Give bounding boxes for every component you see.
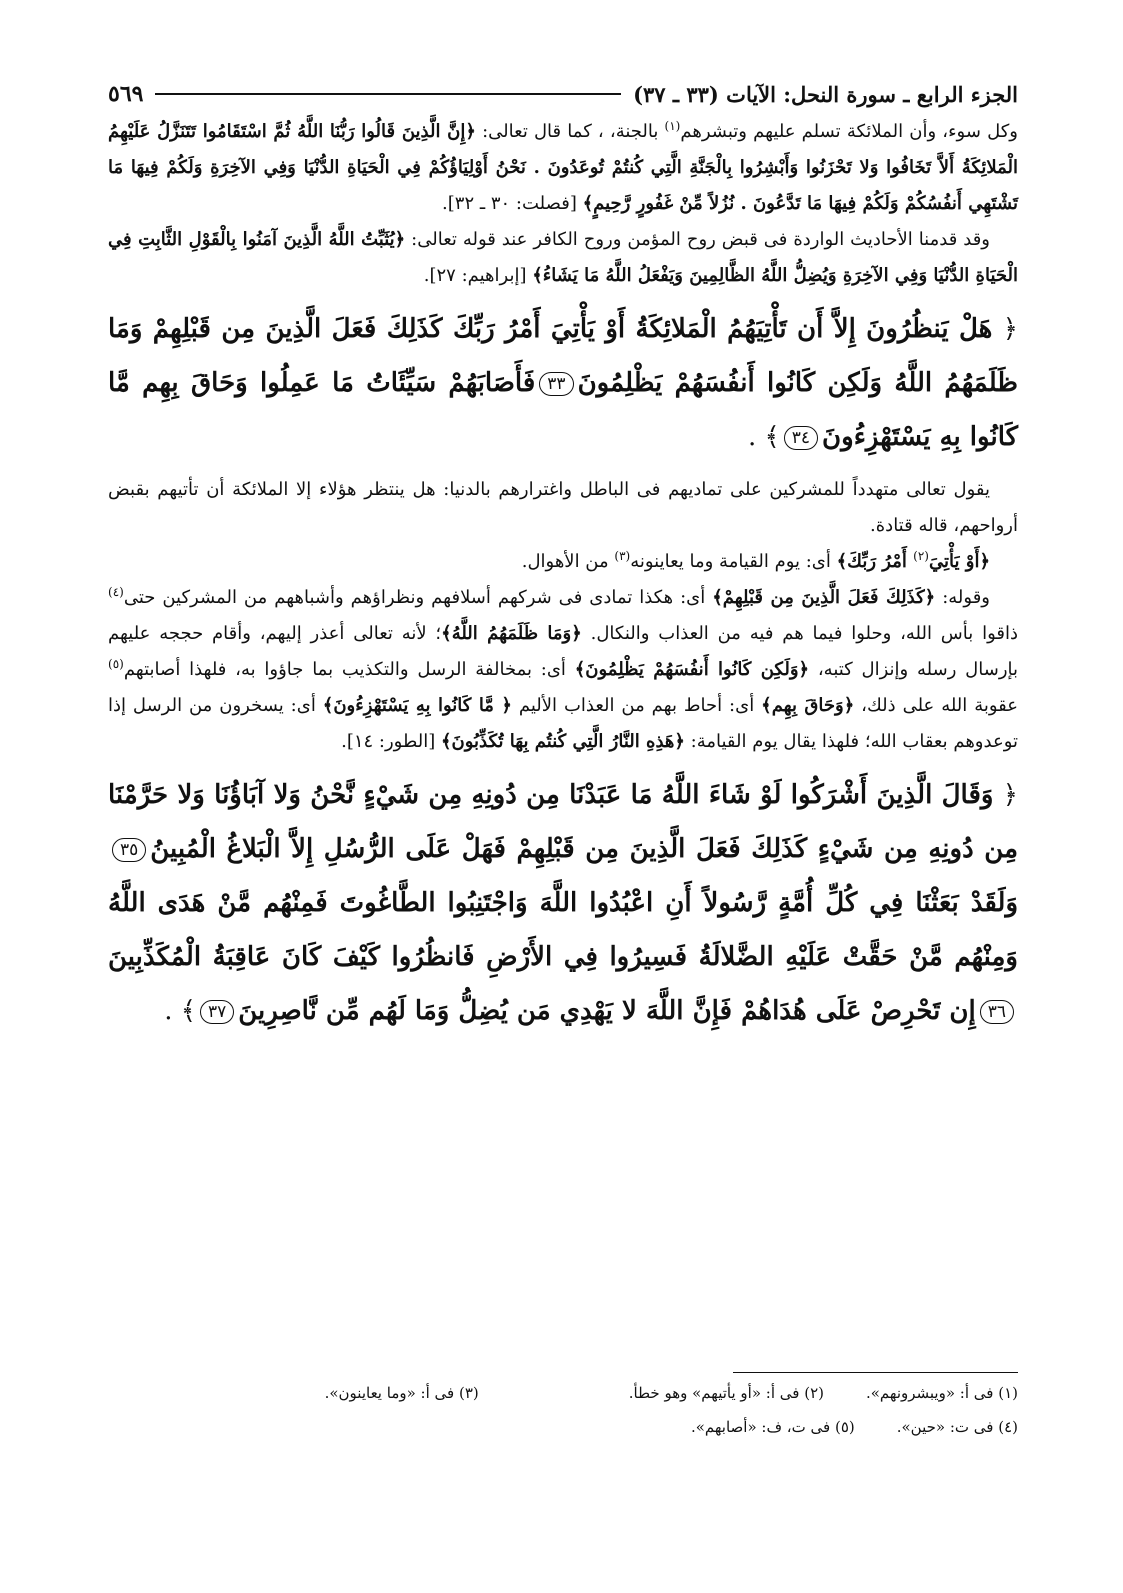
page-body — [108, 74, 1018, 1046]
footnote-ref-2: (٢) — [913, 549, 929, 563]
page-number: ٥٦٩ — [108, 81, 144, 107]
para1-text-2: بالجنة، ، كما قال تعالى: — [475, 121, 665, 142]
footnote-rule — [733, 1372, 1018, 1373]
para5-quote-2: ﴿وَمَا ظَلَمَهُمُ اللَّهُ﴾ — [441, 623, 582, 644]
verse2-close-bracket: ﴾ . — [164, 996, 196, 1026]
verse-34-text: فَأَصَابَهُمْ سَيِّئَاتُ مَا عَمِلُوا وَحَاقَ بِهِم مَّا كَانُوا بِهِ يَسْتَهْزِءُونَ — [108, 368, 1018, 452]
commentary-paragraph-1 — [108, 114, 1018, 222]
ayah-number-37: ٣٧ — [200, 1000, 234, 1024]
footnote-ref-5: (٥) — [108, 657, 124, 671]
para4-quote-2: أَمْرُ رَبِّكَ﴾ — [836, 551, 914, 572]
para4-text-2: من الأهوال. — [521, 551, 615, 572]
footnote-3: (٣) فى أ: «وما يعاينون». — [324, 1384, 479, 1402]
footnote-row-1 — [108, 1379, 1018, 1407]
commentary-paragraph-2 — [108, 222, 1018, 294]
commentary-paragraph-5 — [108, 580, 1018, 760]
para5-text-3: ذاقوا بأس الله، وحلوا فيما هم فيه من العذاب والنكال. — [581, 623, 1018, 644]
footnote-4: (٤) فى ت: «حين». — [896, 1418, 1018, 1436]
para5-text-7: أى: أحاط بهم من العذاب الأليم — [511, 695, 762, 716]
verse-35-text: وَقَالَ الَّذِينَ أَشْرَكُوا لَوْ شَاءَ اللَّهُ مَا عَبَدْنَا مِن دُونِهِ مِن شَيْءٍ نَّحْنُ وَلا آبَاؤُنَا وَلا حَرَّمْنَا مِن دُونِهِ مِن شَيْءٍ كَذَلِكَ فَعَلَ الَّذِينَ مِن قَبْلِهِمْ فَهَلْ عَلَى الرُّسُلِ إِلاَّ الْبَلاغُ الْمُبِينُ — [108, 780, 1018, 864]
verse-close-bracket: ﴾ . — [748, 422, 780, 452]
para5-text-8: أى: يسخرون من الرسل إذا توعدوهم بعقاب الله؛ فلهذا يقال يوم القيامة: — [108, 695, 1018, 752]
ayah-number-34: ٣٤ — [784, 426, 818, 450]
header-title: الجزء الرابع ـ سورة النحل: الآيات (٣٣ ـ ٣٧) — [633, 81, 1018, 107]
commentary-paragraph-3: يقول تعالى متهدداً للمشركين على تماديهم فى الباطل واغترارهم بالدنيا: هل ينتظر هؤلاء إلا الملائكة أن تأتيهم بقبض أرواحهم، قاله قتادة. — [108, 479, 1018, 536]
verse-block-33-34 — [108, 302, 1018, 464]
ayah-number-35: ٣٥ — [112, 838, 146, 862]
para5-text-6: عقوبة الله على ذلك، — [854, 695, 1019, 716]
verse-36-text: وَلَقَدْ بَعَثْنَا فِي كُلِّ أُمَّةٍ رَّسُولاً أَنِ اعْبُدُوا اللَّهَ وَاجْتَنِبُوا الطَّاغُوتَ فَمِنْهُم مَّنْ هَدَى اللَّهُ وَمِنْهُم مَّنْ حَقَّتْ عَلَيْهِ الضَّلالَةُ فَسِيرُوا فِي الأَرْضِ فَانظُرُوا كَيْفَ كَانَ عَاقِبَةُ الْمُكَذِّبِينَ — [108, 888, 1018, 972]
reference-fussilat: [فصلت: ٣٠ ـ ٣٢]. — [442, 193, 583, 214]
footnote-5: (٥) فى ت، ف: «أصابهم». — [690, 1418, 855, 1436]
para5-text-1: وقوله: — [935, 587, 990, 608]
para4-text-1: أى: يوم القيامة وما يعاينونه — [630, 551, 837, 572]
footnote-ref-4: (٤) — [108, 585, 124, 599]
verse-block-35-37 — [108, 768, 1018, 1038]
ayah-number-36: ٣٦ — [980, 1000, 1014, 1024]
para2-text-1: وقد قدمنا الأحاديث الواردة فى قبض روح المؤمن وروح الكافر عند قوله تعالى: — [405, 229, 990, 250]
footnote-ref-1: (١) — [664, 119, 681, 133]
para5-quote-4: ﴿وَحَاقَ بِهِم﴾ — [761, 695, 855, 716]
running-header — [108, 74, 1018, 114]
ayah-number-33: ٣٣ — [539, 372, 573, 396]
quran-quote-fussilat: ﴿إِنَّ الَّذِينَ قَالُوا رَبُّنَا اللَّهُ ثُمَّ اسْتَقَامُوا تَتَنَزَّلُ عَلَيْهِمُ الْمَلائِكَةُ أَلاَّ تَخَافُوا وَلا تَحْزَنُوا وَأَبْشِرُوا بِالْجَنَّةِ الَّتِي كُنتُمْ تُوعَدُونَ . نَحْنُ أَوْلِيَاؤُكُمْ فِي الْحَيَاةِ الدُّنْيَا وَفِي الآخِرَةِ وَلَكُمْ فِيهَا مَا تَشْتَهِي أَنفُسُكُمْ وَلَكُمْ فِيهَا مَا تَدَّعُونَ . نُزُلاً مِّنْ غَفُورٍ رَّحِيمٍ﴾ — [108, 121, 1018, 214]
header-rule — [155, 93, 621, 95]
para5-text-9: [الطور: ١٤]. — [341, 731, 441, 752]
verse2-open-bracket: ﴿ — [1002, 780, 1018, 810]
para5-text-4: ؛ لأنه تعالى أعذر إليهم، وأقام حججه عليهم بإرسال رسله وإنزال كتبه، — [108, 623, 1019, 680]
verse-37-text: إِن تَحْرِصْ عَلَى هُدَاهُمْ فَإِنَّ اللَّهَ لا يَهْدِي مَن يُضِلُّ وَمَا لَهُم مِّن نَّاصِرِينَ — [238, 996, 976, 1026]
para5-text-2: أى: هكذا تمادى فى شركهم أسلافهم ونظراؤهم وأشباههم من المشركين حتى — [123, 587, 713, 608]
footnote-1: (١) فى أ: «ويبشرونهم». — [865, 1384, 1018, 1402]
footnote-row-2 — [108, 1413, 1018, 1441]
para4-quote-1: ﴿أَوْ يَأْتِيَ — [928, 551, 990, 572]
para5-quote-6: ﴿هَذِهِ النَّارُ الَّتِي كُنتُم بِهَا تُكَذِّبُونَ﴾ — [440, 731, 685, 752]
footnote-ref-3: (٣) — [614, 549, 631, 563]
reference-ibrahim: [إبراهيم: ٢٧]. — [423, 265, 533, 286]
commentary-paragraph-4 — [108, 544, 1018, 580]
footnotes — [108, 1372, 1018, 1441]
para5-quote-1: ﴿كَذَلِكَ فَعَلَ الَّذِينَ مِن قَبْلِهِمْ﴾ — [712, 587, 936, 608]
footnote-2: (٢) فى أ: «أو يأتيهم» وهو خطأ. — [628, 1384, 824, 1402]
para5-text-5: أى: بمخالفة الرسل والتكذيب بما جاؤوا به، فلهذا أصابتهم — [123, 659, 575, 680]
quran-quote-ibrahim: ﴿يُثَبِّتُ اللَّهُ الَّذِينَ آمَنُوا بِالْقَوْلِ الثَّابِتِ فِي الْحَيَاةِ الدُّنْيَا وَفِي الآخِرَةِ وَيُضِلُّ اللَّهُ الظَّالِمِينَ وَيَفْعَلُ اللَّهُ مَا يَشَاءُ﴾ — [108, 229, 1018, 286]
para5-quote-5: ﴿ مَّا كَانُوا بِهِ يَسْتَهْزِءُونَ﴾ — [322, 695, 512, 716]
para1-text-1: وكل سوء، وأن الملائكة تسلم عليهم وتبشرهم — [680, 121, 1018, 142]
para5-quote-3: ﴿وَلَكِن كَانُوا أَنفُسَهُمْ يَظْلِمُونَ﴾ — [574, 659, 810, 680]
verse-open-bracket: ﴿ — [1002, 314, 1018, 344]
verse-33-text: هَلْ يَنظُرُونَ إِلاَّ أَن تَأْتِيَهُمُ الْمَلائِكَةُ أَوْ يَأْتِيَ أَمْرُ رَبِّكَ كَذَلِكَ فَعَلَ الَّذِينَ مِن قَبْلِهِمْ وَمَا ظَلَمَهُمُ اللَّهُ وَلَكِن كَانُوا أَنفُسَهُمْ يَظْلِمُونَ — [108, 314, 1019, 398]
